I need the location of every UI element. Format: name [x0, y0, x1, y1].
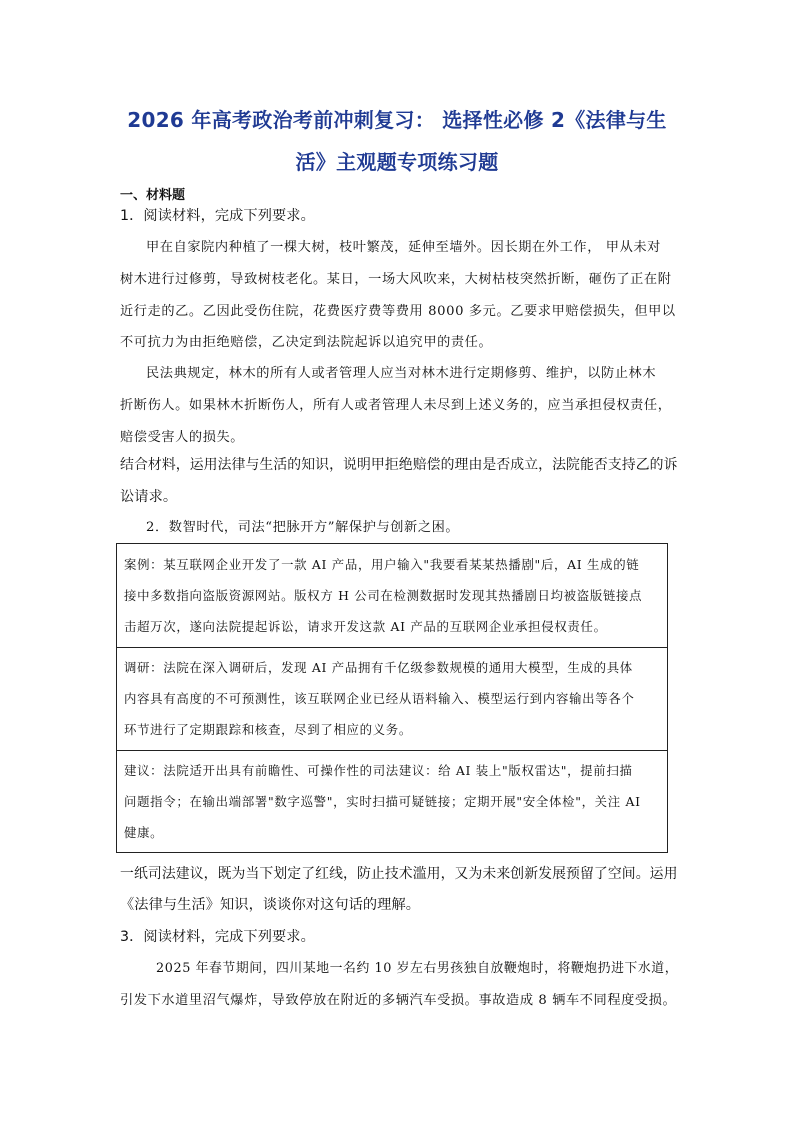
question-3-intro: 3．阅读材料，完成下列要求。 [120, 929, 315, 945]
box-divider [117, 647, 667, 648]
case-line: 案例：某互联网企业开发了一款 AI 产品，用户输入"我要看某某热播剧"后，AI 生成的链 [124, 557, 640, 572]
q1-material-line: 树木进行过修剪，导致树枝老化。某日，一场大风吹来，大树枯枝突然折断，砸伤了正在附 [120, 272, 672, 287]
document-title-line-1: 2026 年高考政治考前冲刺复习： 选择性必修 2《法律与生 [127, 108, 667, 132]
suggestion-line: 健康。 [124, 825, 164, 840]
document-title-line-2: 活》主观题专项练习题 [295, 150, 499, 174]
q1-law-line: 折断伤人。如果林木折断伤人，所有人或者管理人未尽到上述义务的，应当承担侵权责任， [120, 398, 672, 413]
case-line: 接中多数指向盗版资源网站。版权方 H 公司在检测数据时发现其热播剧日均被盗版链接点 [124, 588, 643, 603]
research-line: 环节进行了定期跟踪和核查，尽到了相应的义务。 [124, 722, 412, 737]
q2-material-box [116, 543, 668, 853]
q3-material-line: 引发下水道里沼气爆炸，导致停放在附近的多辆汽车受损。事故造成 8 辆车不同程度受损。 [120, 993, 677, 1008]
q1-law-line: 赔偿受害人的损失。 [120, 430, 245, 445]
question-2-intro: 2．数智时代，司法“把脉开方”解保护与创新之困。 [146, 520, 460, 535]
q2-question-line: 一纸司法建议，既为当下划定了红线，防止技术滥用，又为未来创新发展预留了空间。运用 [120, 866, 678, 882]
q1-material-line: 不可抗力为由拒绝赔偿，乙决定到法院起诉以追究甲的责任。 [120, 335, 493, 350]
q1-material-line: 甲在自家院内种植了一棵大树，枝叶繁茂，延伸至墙外。因长期在外工作， 甲从未对 [146, 240, 661, 255]
suggestion-line: 问题指令；在输出端部署"数字巡警"，实时扫描可疑链接；定期开展"安全体检"，关注 AI [124, 794, 641, 809]
q1-material-line: 近行走的乙。乙因此受伤住院，花费医疗费等费用 8000 多元。乙要求甲赔偿损失，但甲以 [120, 304, 676, 319]
box-divider [117, 750, 667, 751]
section-heading: 一、材料题 [120, 188, 186, 203]
q1-question-line: 讼请求。 [120, 489, 178, 505]
q3-material-line: 2025 年春节期间，四川某地一名约 10 岁左右男孩独自放鞭炮时，将鞭炮扔进下水道， [156, 961, 679, 976]
q1-question-line: 结合材料，运用法律与生活的知识，说明甲拒绝赔偿的理由是否成立，法院能否支持乙的诉 [120, 457, 678, 473]
question-1-intro: 1．阅读材料，完成下列要求。 [120, 208, 315, 224]
research-line: 调研：法院在深入调研后，发现 AI 产品拥有千亿级参数规模的通用大模型，生成的具体 [124, 660, 633, 675]
q1-law-line: 民法典规定，林木的所有人或者管理人应当对林木进行定期修剪、维护，以防止林木 [146, 366, 657, 381]
case-line: 击超万次，遂向法院提起诉讼，请求开发这款 AI 产品的互联网企业承担侵权责任。 [124, 619, 607, 634]
research-line: 内容具有高度的不可预测性，该互联网企业已经从语料输入、模型运行到内容输出等各个 [124, 691, 635, 706]
q2-question-line: 《法律与生活》知识，谈谈你对这句话的理解。 [120, 897, 421, 913]
suggestion-line: 建议：法院适开出具有前瞻性、可操作性的司法建议：给 AI 装上"版权雷达"，提前扫描 [124, 763, 633, 778]
